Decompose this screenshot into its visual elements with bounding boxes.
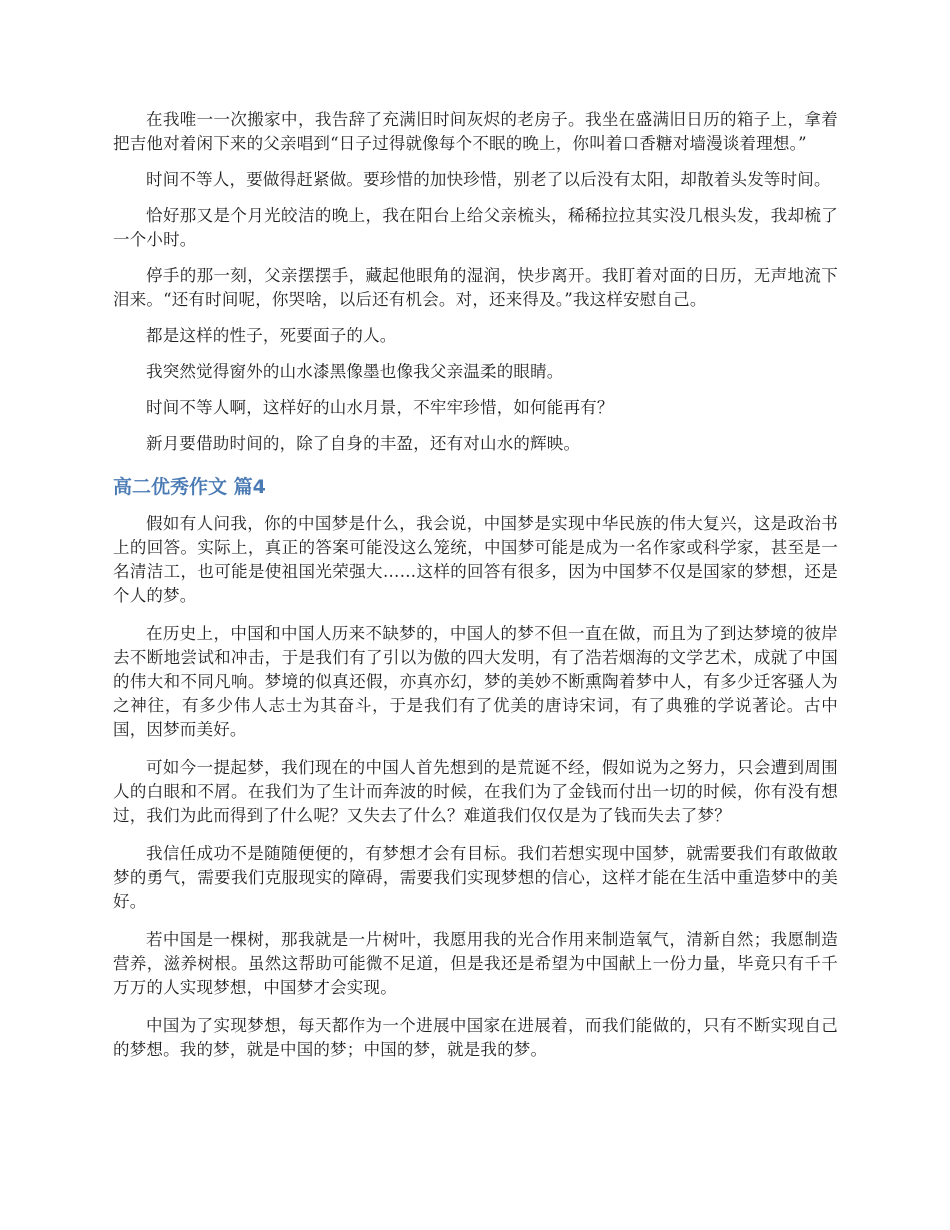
essay-3-continuation	[113, 108, 838, 456]
essay-4-body	[113, 512, 838, 1062]
paragraph: 我信任成功不是随随便便的，有梦想才会有目标。我们若想实现中国梦，就需要我们有敢做敢梦的勇气，需要我们克服现实的障碍，需要我们实现梦想的信心，这样才能在生活中重造梦中的美好。	[113, 844, 838, 911]
paragraph: 在历史上，中国和中国人历来不缺梦的，中国人的梦不但一直在做，而且为了到达梦境的彼岸去不断地尝试和冲击，于是我们有了引以为傲的四大发明，有了浩若烟海的文学艺术，成就了中国的伟大和不同凡响。梦境的似真还假，亦真亦幻，梦的美妙不断熏陶着梦中人，有多少迁客骚人为之神往，有多少伟人志士为其奋斗，于是我们有了优美的唐诗宋词，有了典雅的学说著论。古中国，因梦而美好。	[113, 624, 838, 739]
paragraph: 时间不等人啊，这样好的山水月景，不牢牢珍惜，如何能再有？	[146, 398, 614, 417]
paragraph: 我突然觉得窗外的山水漆黑像墨也像我父亲温柔的眼睛。	[146, 362, 564, 381]
document-page	[113, 108, 838, 1076]
paragraph: 中国为了实现梦想，每天都作为一个进展中国家在进展着，而我们能做的，只有不断实现自己的梦想。我的梦，就是中国的梦；中国的梦，就是我的梦。	[113, 1016, 838, 1059]
paragraph: 可如今一提起梦，我们现在的中国人首先想到的是荒诞不经，假如说为之努力，只会遭到周围人的白眼和不屑。在我们为了生计而奔波的时候，在我们为了金钱而付出一切的时候，你有没有想过，我们为此而得到了什么呢？又失去了什么？难道我们仅仅是为了钱而失去了梦？	[113, 758, 838, 825]
paragraph: 新月要借助时间的，除了自身的丰盈，还有对山水的辉映。	[146, 434, 581, 453]
paragraph: 恰好那又是个月光皎洁的晚上，我在阳台上给父亲梳头，稀稀拉拉其实没几根头发，我却梳了一个小时。	[113, 206, 838, 249]
paragraph: 在我唯一一次搬家中，我告辞了充满旧时间灰烬的老房子。我坐在盛满旧日历的箱子上，拿着把吉他对着闲下来的父亲唱到“日子过得就像每个不眠的晚上，你叫着口香糖对墙漫谈着理想。”	[113, 110, 838, 153]
paragraph: 时间不等人，要做得赶紧做。要珍惜的加快珍惜，别老了以后没有太阳，却散着头发等时间。	[146, 170, 831, 189]
paragraph: 都是这样的性子，死要面子的人。	[146, 326, 397, 345]
paragraph: 若中国是一棵树，那我就是一片树叶，我愿用我的光合作用来制造氧气，清新自然；我愿制造营养，滋养树根。虽然这帮助可能微不足道，但是我还是希望为中国献上一份力量，毕竟只有千千万万的人实现梦想，中国梦才会实现。	[113, 930, 838, 997]
section-heading: 高二优秀作文 篇4	[113, 476, 266, 498]
paragraph: 假如有人问我，你的中国梦是什么，我会说，中国梦是实现中华民族的伟大复兴，这是政治书上的回答。实际上，真正的答案可能没这么笼统，中国梦可能是成为一名作家或科学家，甚至是一名清洁工，也可能是使祖国光荣强大……这样的回答有很多，因为中国梦不仅是国家的梦想，还是个人的梦。	[113, 514, 838, 605]
paragraph: 停手的那一刻，父亲摆摆手，藏起他眼角的湿润，快步离开。我盯着对面的日历，无声地流下泪来。“还有时间呢，你哭啥，以后还有机会。对，还来得及。”我这样安慰自己。	[113, 266, 838, 309]
